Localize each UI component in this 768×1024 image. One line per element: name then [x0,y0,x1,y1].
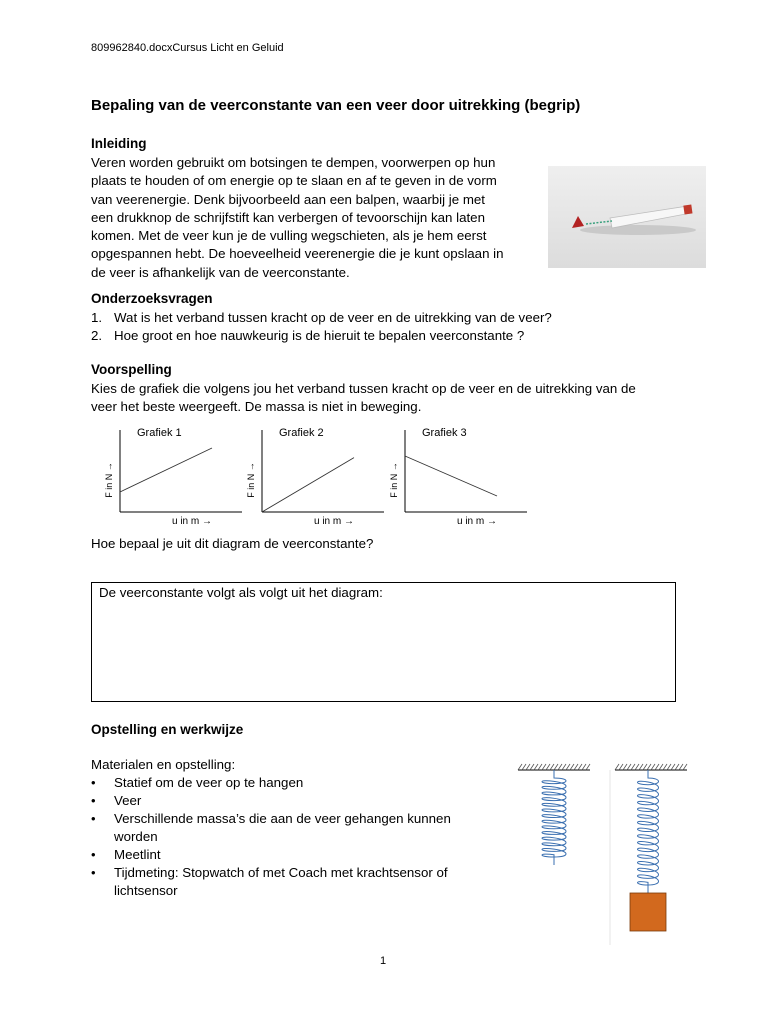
material-item [91,864,491,900]
y-axis-label: F in N → [389,462,399,498]
intro-line: opgespannen hebt. De hoeveelheid veerenergie die je kunt opslaan in [91,246,504,262]
series-line [405,456,497,496]
material-text: worden [114,829,158,844]
material-item [91,810,491,846]
material-text: Veer [114,793,142,808]
question-number: 2. [91,328,103,343]
research-question [91,309,691,327]
series-line [120,448,212,492]
question-number: 1. [91,310,103,325]
intro-line: komen. Met de veer kun je de vulling wegschieten, als je hem eerst [91,228,487,244]
materials-list [91,774,491,900]
series-line [262,458,354,512]
intro-heading: Inleiding [91,136,147,151]
graphs-svg [100,420,530,530]
ceiling-left [518,764,590,770]
prediction-question: Hoe bepaal je uit dit diagram de veerconstante? [91,536,374,551]
prediction-heading: Voorspelling [91,362,172,377]
intro-line: plaats te houden of om energie op te slaan en af te geven in de vorm [91,173,497,189]
graph-1 [104,427,242,527]
research-questions [91,309,691,345]
prediction-line: Kies de grafiek die volgens jou het verband tussen kracht op de veer en de uitrekking van de [91,381,636,396]
material-text: Verschillende massa’s die aan de veer gehangen kunnen [114,811,451,826]
bullet: • [91,775,96,790]
setup-heading: Opstelling en werkwijze [91,722,244,737]
springs-illustration [510,755,690,945]
intro-line: van veerenergie. Denk bijvoorbeeld aan een balpen, waarbij je met [91,191,485,207]
material-item [91,792,491,810]
material-item [91,774,491,792]
intro-line: de veer is afhankelijk van de veerconstante. [91,264,350,280]
spring-unloaded [542,770,566,865]
material-text: Statief om de veer op te hangen [114,775,304,790]
page-number: 1 [380,955,387,967]
spring-loaded [638,770,659,893]
question-text: Wat is het verband tussen kracht op de veer en de uitrekking van de veer? [114,310,552,325]
x-axis-label: u in m → [172,516,213,527]
graphs [100,420,530,530]
answer-box[interactable] [91,582,676,702]
graph-title: Grafiek 3 [422,427,467,439]
answer-box-label: De veerconstante volgt als volgt uit het diagram: [99,585,383,600]
x-axis-label: u in m → [457,516,498,527]
intro-line: een drukknop de schrijfstift kan verbergen of tevoorschijn kan laten [91,209,485,225]
material-text: Tijdmeting: Stopwatch of met Coach met krachtsensor of [114,865,448,880]
setup-intro: Materialen en opstelling: [91,757,236,772]
graph-2 [246,427,384,527]
bullet: • [91,793,96,808]
graph-title: Grafiek 1 [137,427,182,439]
prediction-line: veer het beste weergeeft. De massa is niet in beweging. [91,399,422,415]
y-axis-label: F in N → [104,462,114,498]
bullet: • [91,847,96,862]
intro-text [91,154,541,282]
y-axis-label: F in N → [246,462,256,498]
research-heading: Onderzoeksvragen [91,291,213,306]
research-question [91,327,691,345]
bullet: • [91,811,96,826]
pen-photo [548,166,706,268]
intro-line: Veren worden gebruikt om botsingen te dempen, voorwerpen op hun [91,155,496,170]
prediction-text [91,380,691,417]
page-title: Bepaling van de veerconstante van een veer door uitrekking (begrip) [91,97,581,114]
material-text: lichtsensor [114,883,178,898]
material-text: Meetlint [114,847,161,862]
material-item [91,846,491,864]
question-text: Hoe groot en hoe nauwkeurig is de hieruit te bepalen veerconstante ? [114,328,525,343]
document-header: 809962840.docxCursus Licht en Geluid [91,42,284,54]
mass-block [630,893,666,931]
bullet: • [91,865,96,880]
graph-title: Grafiek 2 [279,427,324,439]
x-axis-label: u in m → [314,516,355,527]
ceiling-right [615,764,687,770]
graph-3 [389,427,527,527]
